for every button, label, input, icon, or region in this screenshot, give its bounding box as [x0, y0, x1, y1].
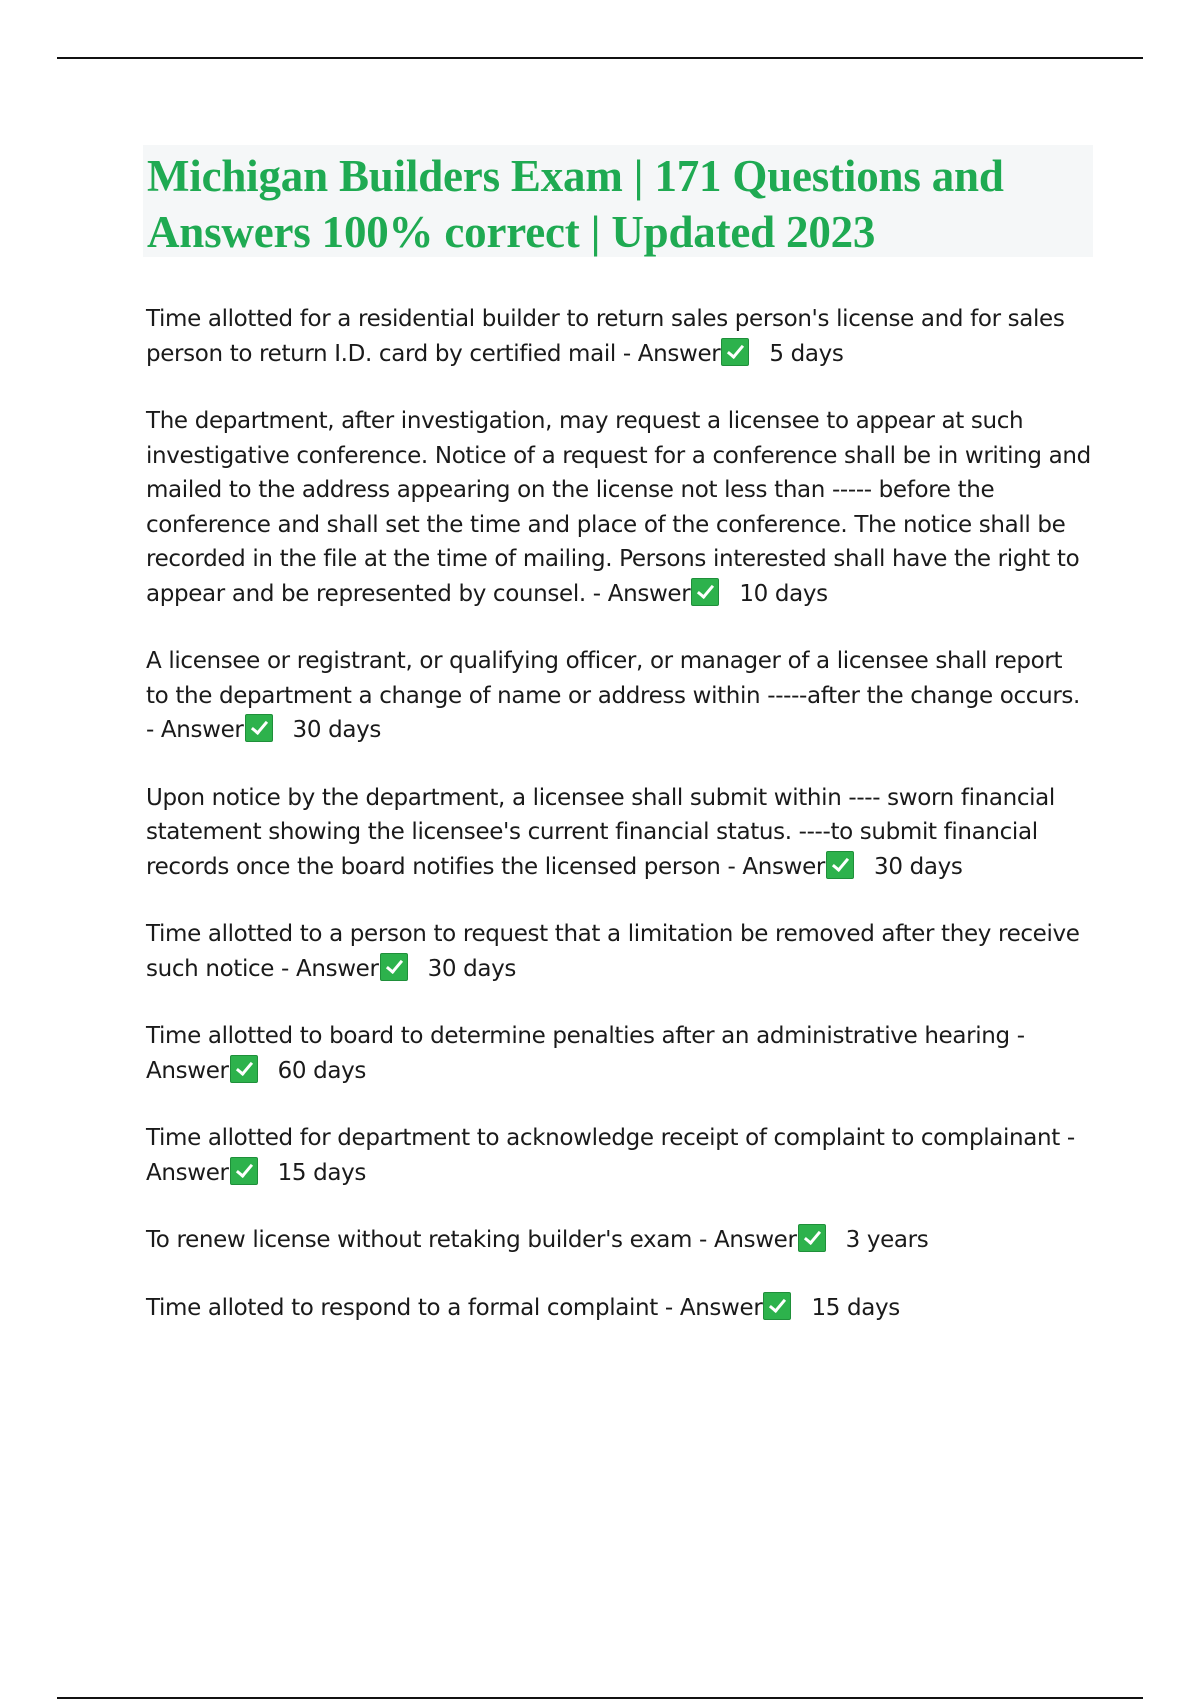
question-text: The department, after investigation, may request a licensee to appear at such investigative conference. Notice of a request for a conference shall be in writing and mailed to the address appearing on the license not less than ----- before the conference and shall set the time and place of the conference. The notice shall be recorded in the file at the time of mailing. Persons interested shall have the right to appear and be represented by counsel. -: [146, 408, 1091, 607]
qa-item: [146, 644, 1091, 748]
answer-text: 60 days: [277, 1057, 367, 1084]
answer-text: 5 days: [769, 340, 844, 367]
green-check-box-icon: [380, 953, 408, 981]
answer-text: 30 days: [427, 955, 517, 982]
green-check-box-icon: [691, 578, 719, 606]
qa-item: [146, 1291, 1091, 1326]
green-check-box-icon: [798, 1224, 826, 1252]
qa-item: [146, 404, 1091, 611]
question-text: Time allotted for department to acknowledge receipt of complaint to complainant -: [146, 1125, 1075, 1151]
green-check-box-icon: [230, 1157, 258, 1185]
green-check-box-icon: [826, 851, 854, 879]
answer-label: Answer: [146, 1057, 229, 1084]
question-text: Upon notice by the department, a licensee shall submit within ---- sworn financial statement showing the licensee's current financial status. ----to submit financial records once the board notifies the licensed person -: [146, 784, 1055, 880]
answer-text: 15 days: [277, 1159, 367, 1186]
green-check-box-icon: [230, 1055, 258, 1083]
green-check-box-icon: [245, 714, 273, 742]
answer-label: Answer: [713, 1227, 797, 1253]
document-title: Michigan Builders Exam | 171 Questions and Answers 100% correct | Updated 2023: [147, 151, 1004, 257]
answer-label: Answer: [742, 853, 826, 880]
question-text: Time allotted for a residential builder to return sales person's license and for sales person to return I.D. card by certified mail -: [146, 306, 1065, 367]
answer-label: Answer: [679, 1294, 763, 1321]
question-text: A licensee or registrant, or qualifying officer, or manager of a licensee shall report to the department a change of name or address within -----after the change occurs. -: [146, 648, 1081, 743]
qa-item: [146, 302, 1091, 371]
green-check-box-icon: [763, 1292, 791, 1320]
qa-item: [146, 917, 1091, 986]
bottom-rule: [57, 1697, 1143, 1699]
question-text: To renew license without retaking builder's exam -: [146, 1227, 714, 1253]
qa-item: [146, 1121, 1091, 1190]
question-text: Time alloted to respond to a formal complaint -: [146, 1294, 680, 1321]
top-rule: [57, 57, 1143, 59]
answer-text: 3 years: [845, 1227, 929, 1253]
question-text: Time allotted to board to determine penalties after an administrative hearing -: [146, 1023, 1025, 1049]
answer-text: 30 days: [874, 853, 963, 880]
answer-label: Answer: [160, 717, 244, 743]
question-list: [146, 302, 1091, 1358]
green-check-box-icon: [721, 338, 749, 366]
title-banner: [143, 145, 1093, 257]
answer-label: Answer: [146, 1159, 229, 1186]
answer-text: 10 days: [739, 580, 828, 607]
qa-item: [146, 1223, 1091, 1258]
qa-item: [146, 781, 1091, 885]
question-text: Time allotted to a person to request that a limitation be removed after they receive such notice -: [146, 921, 1080, 982]
answer-text: 30 days: [292, 717, 381, 743]
qa-item: [146, 1019, 1091, 1088]
answer-text: 15 days: [811, 1294, 900, 1321]
answer-label: Answer: [607, 580, 691, 607]
answer-label: Answer: [637, 340, 721, 367]
answer-label: Answer: [295, 955, 379, 982]
